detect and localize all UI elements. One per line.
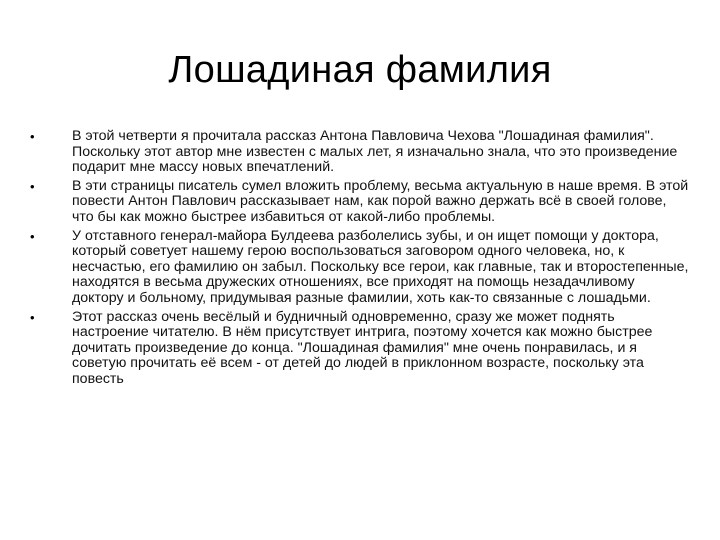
bullet-dot-icon: • bbox=[30, 228, 35, 244]
bullet-text: В этой четверти я прочитала рассказ Антона Павловича Чехова "Лошадиная фамилия". Поскольку этот автор мне известен с малых лет, я изначально знала, что это произведение подарит мне массу новых впечатлений. bbox=[72, 128, 678, 176]
bullet-text: У отставного генерал-майора Булдеева разболелись зубы, и он ищет помощи у доктора, который советует нашему герою воспользоваться заговором одного человека, но, к несчастью, его фамилию он забыл. Поскольку все герои, как главные, так и второстепенные, находятся в весьма дружеских отношениях, все приходят на помощь незадачливому доктору и больному, придумывая разные фамилии, хоть как-то связанные с лошадьми. bbox=[72, 227, 689, 306]
bullet-text: Этот рассказ очень весёлый и будничный одновременно, сразу же может поднять настроение читателю. В нём присутствует интрига, поэтому хочется как можно быстрее дочитать произведение до конца. "Лошадиная фамилия" мне очень понравилась, и я советую прочитать её всем - от детей до людей в приклонном возрасте, поскольку эта повесть bbox=[72, 308, 653, 387]
bullet-dot-icon: • bbox=[30, 178, 35, 194]
bullet-list bbox=[30, 129, 690, 391]
bullet-text: В эти страницы писатель сумел вложить проблему, весьма актуальную в наше время. В этой повести Антон Павлович рассказывает нам, как порой важно держать всё в своей голове, что бы как можно быстрее избавиться от какой-либо проблемы. bbox=[72, 177, 689, 225]
slide-title: Лошадиная фамилия bbox=[168, 49, 552, 91]
bullet-item bbox=[30, 179, 690, 226]
bullet-dot-icon: • bbox=[30, 309, 35, 325]
bullet-item bbox=[30, 229, 690, 307]
bullet-item bbox=[30, 310, 690, 388]
bullet-item bbox=[30, 129, 690, 176]
bullet-dot-icon: • bbox=[30, 129, 35, 144]
